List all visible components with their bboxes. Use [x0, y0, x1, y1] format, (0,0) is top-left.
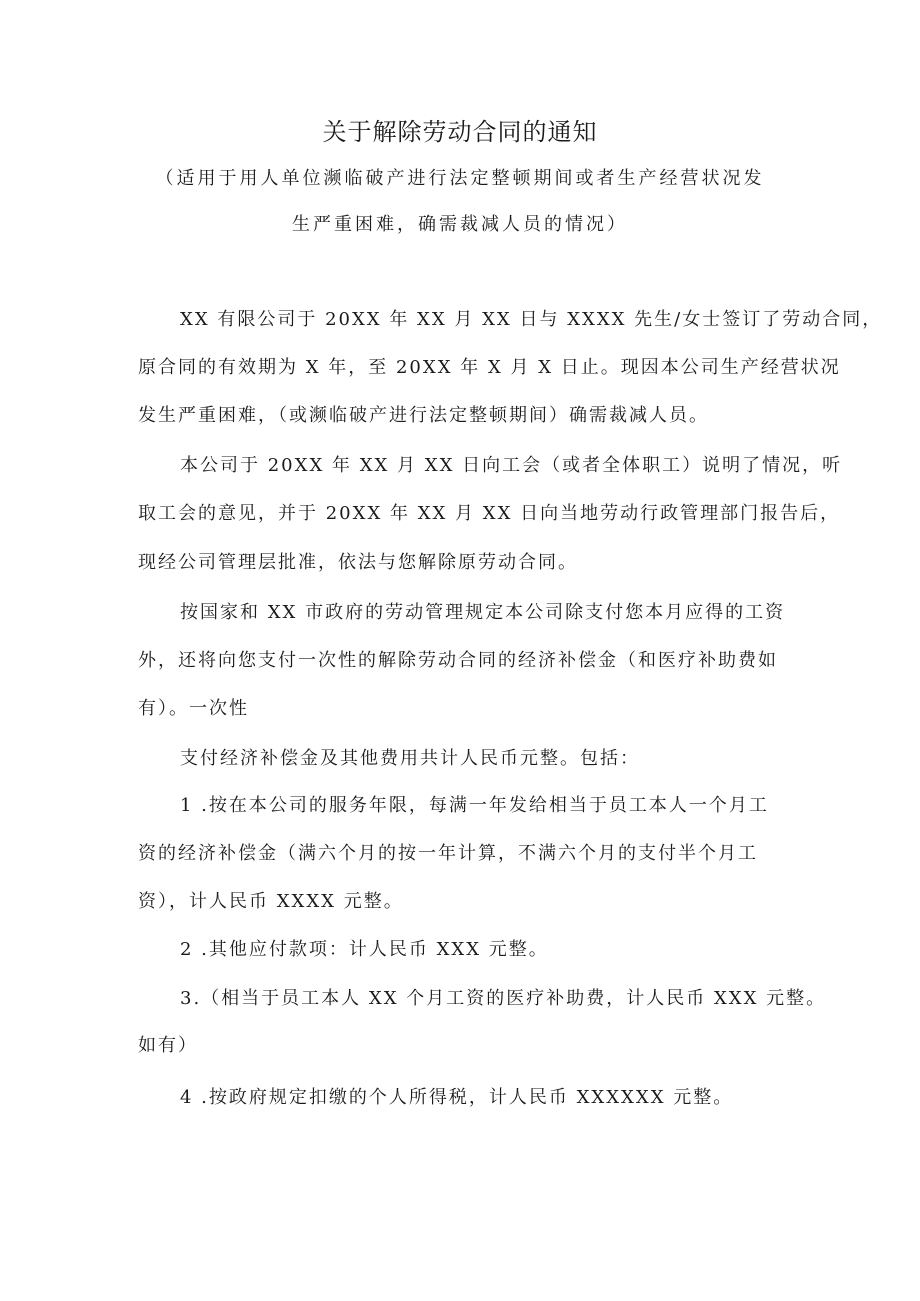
paragraph-3-line-3: 有）。一次性	[138, 698, 249, 719]
item-3-line-2: 如有）	[138, 1035, 198, 1056]
item-3-line-1: 3.（相当于员工本人 XX 个月工资的医疗补助费，计人民币 XXX 元整。	[180, 988, 827, 1009]
paragraph-3-line-1: 按国家和 XX 市政府的劳动管理规定本公司除支付您本月应得的工资	[180, 602, 786, 623]
paragraph-2-line-1: 本公司于 20XX 年 XX 月 XX 日向工会（或者全体职工）说明了情况，听	[180, 455, 843, 476]
document-title: 关于解除劳动合同的通知	[322, 118, 598, 146]
paragraph-1-line-1: XX 有限公司于 20XX 年 XX 月 XX 日与 XXXX 先生/女士签订了劳动合同，	[180, 309, 883, 330]
paragraph-2-line-2: 取工会的意见，并于 20XX 年 XX 月 XX 日向当地劳动行政管理部门报告后，	[138, 503, 841, 524]
subtitle-line-1: （适用于用人单位濒临破产进行法定整顿期间或者生产经营状况发	[155, 168, 765, 189]
paragraph-2-line-3: 现经公司管理层批准，依法与您解除原劳动合同。	[138, 552, 578, 573]
subtitle-line-2: 生严重困难，确需裁减人员的情况）	[292, 214, 628, 235]
paragraph-3-line-2: 外，还将向您支付一次性的解除劳动合同的经济补偿金（和医疗补助费如	[138, 650, 778, 671]
paragraph-1-line-3: 发生严重困难，（或濒临破产进行法定整顿期间）确需裁减人员。	[138, 405, 709, 426]
item-1-line-1: 1 .按在本公司的服务年限，每满一年发给相当于员工本人一个月工	[180, 795, 769, 816]
item-1-line-2: 资的经济补偿金（满六个月的按一年计算，不满六个月的支付半个月工	[138, 843, 758, 864]
item-1-line-3: 资），计人民币 XXXX 元整。	[138, 891, 404, 912]
paragraph-1-line-2: 原合同的有效期为 X 年，至 20XX 年 X 月 X 日止。现因本公司生产经营状况	[138, 357, 841, 378]
item-2-line: 2 .其他应付款项：计人民币 XXX 元整。	[180, 939, 549, 960]
item-4-line: 4 .按政府规定扣缴的个人所得税，计人民币 XXXXXX 元整。	[180, 1087, 734, 1108]
paragraph-4-line-1: 支付经济补偿金及其他费用共计人民币元整。包括：	[180, 748, 640, 769]
